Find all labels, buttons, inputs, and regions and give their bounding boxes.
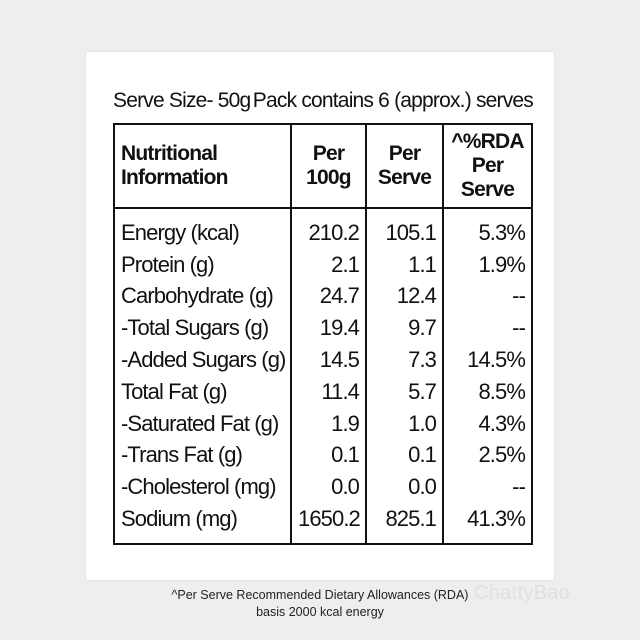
table-row: [114, 408, 532, 440]
watermark: ChattyBao: [474, 582, 571, 604]
value-per-100g: 0.1: [291, 440, 366, 472]
value-per-serve: 1.0: [366, 408, 443, 440]
value-per-serve: 7.3: [366, 344, 443, 376]
footnote-line-1: ^Per Serve Recommended Dietary Allowances (RDA): [171, 588, 469, 602]
nutrient-name: -Trans Fat (g): [114, 440, 291, 472]
table-row: [114, 249, 532, 281]
value-per-100g: 2.1: [291, 249, 366, 281]
value-rda: 4.3%: [443, 408, 532, 440]
header-per-serve: Per Serve: [366, 124, 443, 208]
pack-contains: Pack contains 6 (approx.) serves: [252, 89, 533, 112]
value-rda: 14.5%: [443, 344, 532, 376]
nutrient-name: Protein (g): [114, 249, 291, 281]
rda-footnote: [140, 587, 500, 621]
value-rda: 2.5%: [443, 440, 532, 472]
serving-info: [113, 88, 533, 114]
value-per-serve: 0.0: [366, 471, 443, 503]
value-per-serve: 5.7: [366, 376, 443, 408]
value-rda: --: [443, 281, 532, 313]
table-row: [114, 208, 532, 249]
value-rda: 1.9%: [443, 249, 532, 281]
table-row: [114, 281, 532, 313]
nutrient-name: -Added Sugars (g): [114, 344, 291, 376]
value-rda: 8.5%: [443, 376, 532, 408]
nutrient-name: Total Fat (g): [114, 376, 291, 408]
value-per-serve: 825.1: [366, 503, 443, 544]
nutrient-name: -Saturated Fat (g): [114, 408, 291, 440]
value-rda: --: [443, 312, 532, 344]
value-per-100g: 1650.2: [291, 503, 366, 544]
footnote-line-2: basis 2000 kcal energy: [256, 605, 384, 619]
value-per-serve: 9.7: [366, 312, 443, 344]
value-per-100g: 1.9: [291, 408, 366, 440]
table-row: [114, 471, 532, 503]
table-row: [114, 503, 532, 544]
value-per-100g: 19.4: [291, 312, 366, 344]
value-per-100g: 0.0: [291, 471, 366, 503]
nutrient-name: Sodium (mg): [114, 503, 291, 544]
value-per-100g: 24.7: [291, 281, 366, 313]
table-row: [114, 376, 532, 408]
value-per-100g: 11.4: [291, 376, 366, 408]
table-row: [114, 312, 532, 344]
value-per-serve: 105.1: [366, 208, 443, 249]
header-row: [114, 124, 532, 208]
nutrition-table: [113, 123, 533, 545]
nutrient-name: Carbohydrate (g): [114, 281, 291, 313]
serve-size: Serve Size- 50g: [113, 89, 251, 112]
value-per-100g: 210.2: [291, 208, 366, 249]
value-rda: 41.3%: [443, 503, 532, 544]
value-per-serve: 1.1: [366, 249, 443, 281]
table-row: [114, 440, 532, 472]
header-nutritional-information: Nutritional Information: [114, 124, 291, 208]
value-per-100g: 14.5: [291, 344, 366, 376]
value-per-serve: 0.1: [366, 440, 443, 472]
table-row: [114, 344, 532, 376]
nutrient-name: Energy (kcal): [114, 208, 291, 249]
header-per-100g: Per 100g: [291, 124, 366, 208]
value-rda: 5.3%: [443, 208, 532, 249]
header-rda-per-serve: ^%RDA Per Serve: [443, 124, 532, 208]
value-rda: --: [443, 471, 532, 503]
nutrient-name: -Cholesterol (mg): [114, 471, 291, 503]
value-per-serve: 12.4: [366, 281, 443, 313]
nutrient-name: -Total Sugars (g): [114, 312, 291, 344]
